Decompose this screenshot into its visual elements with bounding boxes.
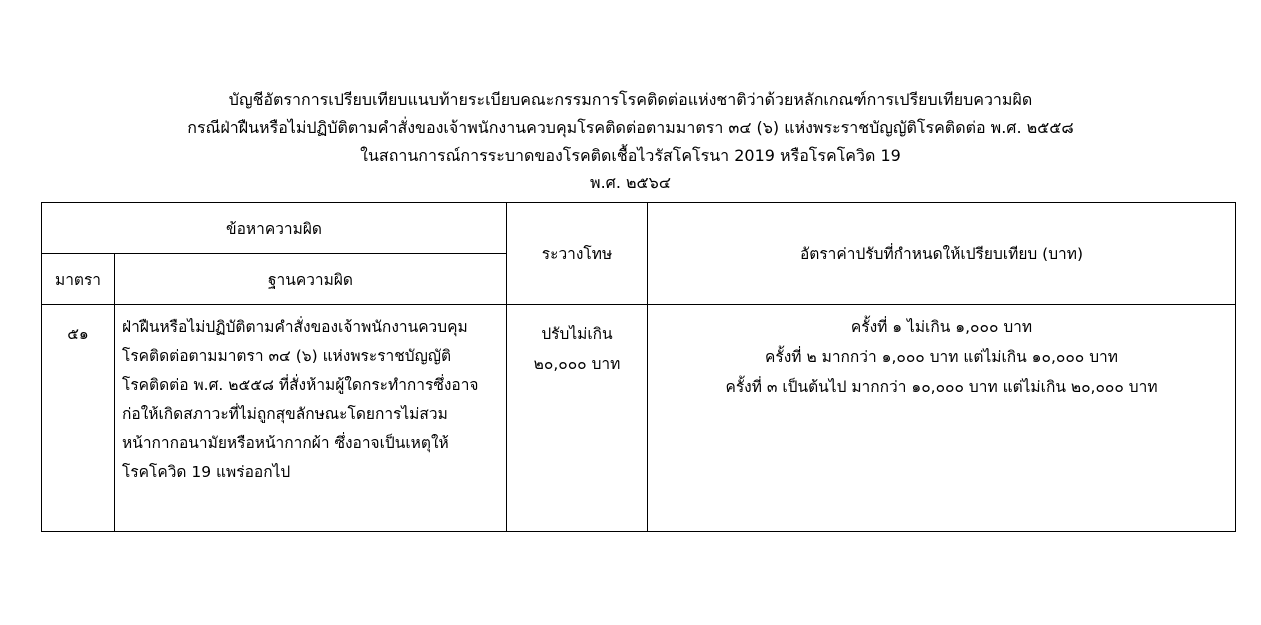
title-line-3: ในสถานการณ์การระบาดของโรคติดเชื้อไวรัสโคโรนา 2019 หรือโรคโควิด 19 (360, 146, 901, 165)
offense-line: โรคติดต่อตามมาตรา ๓๔ (๖) แห่งพระราชบัญญัติ (122, 347, 452, 365)
header-row-1 (42, 203, 1236, 254)
penalty-value (507, 305, 648, 532)
penalty-table (41, 202, 1236, 532)
fine-rate-2: ครั้งที่ ๒ มากกว่า ๑,๐๐๐ บาท แต่ไม่เกิน ๑๐,๐๐๐ บาท (765, 348, 1118, 366)
header-offense: ฐานความผิด (115, 254, 507, 305)
title-line-2: กรณีฝ่าฝืนหรือไม่ปฏิบัติตามคำสั่งของเจ้าพนักงานควบคุมโรคติดต่อตามมาตรา ๓๔ (๖) แห่งพระราชบัญญัติโรคติดต่อ พ.ศ. ๒๕๕๘ (187, 118, 1074, 137)
offense-line: โรคติดต่อ พ.ศ. ๒๕๕๘ ที่สั่งห้ามผู้ใดกระทำการซึ่งอาจ (122, 376, 479, 394)
offense-line: หน้ากากอนามัยหรือหน้ากากผ้า ซึ่งอาจเป็นเหตุให้ (122, 434, 449, 452)
title-year: พ.ศ. ๒๕๖๔ (590, 173, 671, 192)
section-number: ๕๑ (42, 305, 115, 532)
header-offense-group: ข้อหาความผิด (42, 203, 507, 254)
table-row (42, 305, 1236, 532)
penalty-line: ๒๐,๐๐๐ บาท (533, 355, 621, 373)
document-title (0, 86, 1261, 196)
fine-rates (648, 305, 1236, 532)
offense-line: ก่อให้เกิดสภาวะที่ไม่ถูกสุขลักษณะโดยการไม่สวม (122, 405, 448, 423)
penalty-line: ปรับไม่เกิน (541, 325, 613, 343)
header-section: มาตรา (42, 254, 115, 305)
offense-line: โรคโควิด 19 แพร่ออกไป (122, 463, 291, 481)
header-rates: อัตราค่าปรับที่กำหนดให้เปรียบเทียบ (บาท) (648, 203, 1236, 305)
fine-rate-3: ครั้งที่ ๓ เป็นต้นไป มากกว่า ๑๐,๐๐๐ บาท แต่ไม่เกิน ๒๐,๐๐๐ บาท (725, 378, 1158, 396)
fine-rate-1: ครั้งที่ ๑ ไม่เกิน ๑,๐๐๐ บาท (850, 318, 1033, 336)
title-line-1: บัญชีอัตราการเปรียบเทียบแนบท้ายระเบียบคณะกรรมการโรคติดต่อแห่งชาติว่าด้วยหลักเกณฑ์การเปรียบเทียบความผิด (228, 90, 1033, 109)
offense-description (115, 305, 507, 532)
offense-line: ฝ่าฝืนหรือไม่ปฏิบัติตามคำสั่งของเจ้าพนักงานควบคุม (122, 318, 468, 336)
header-penalty: ระวางโทษ (507, 203, 648, 305)
